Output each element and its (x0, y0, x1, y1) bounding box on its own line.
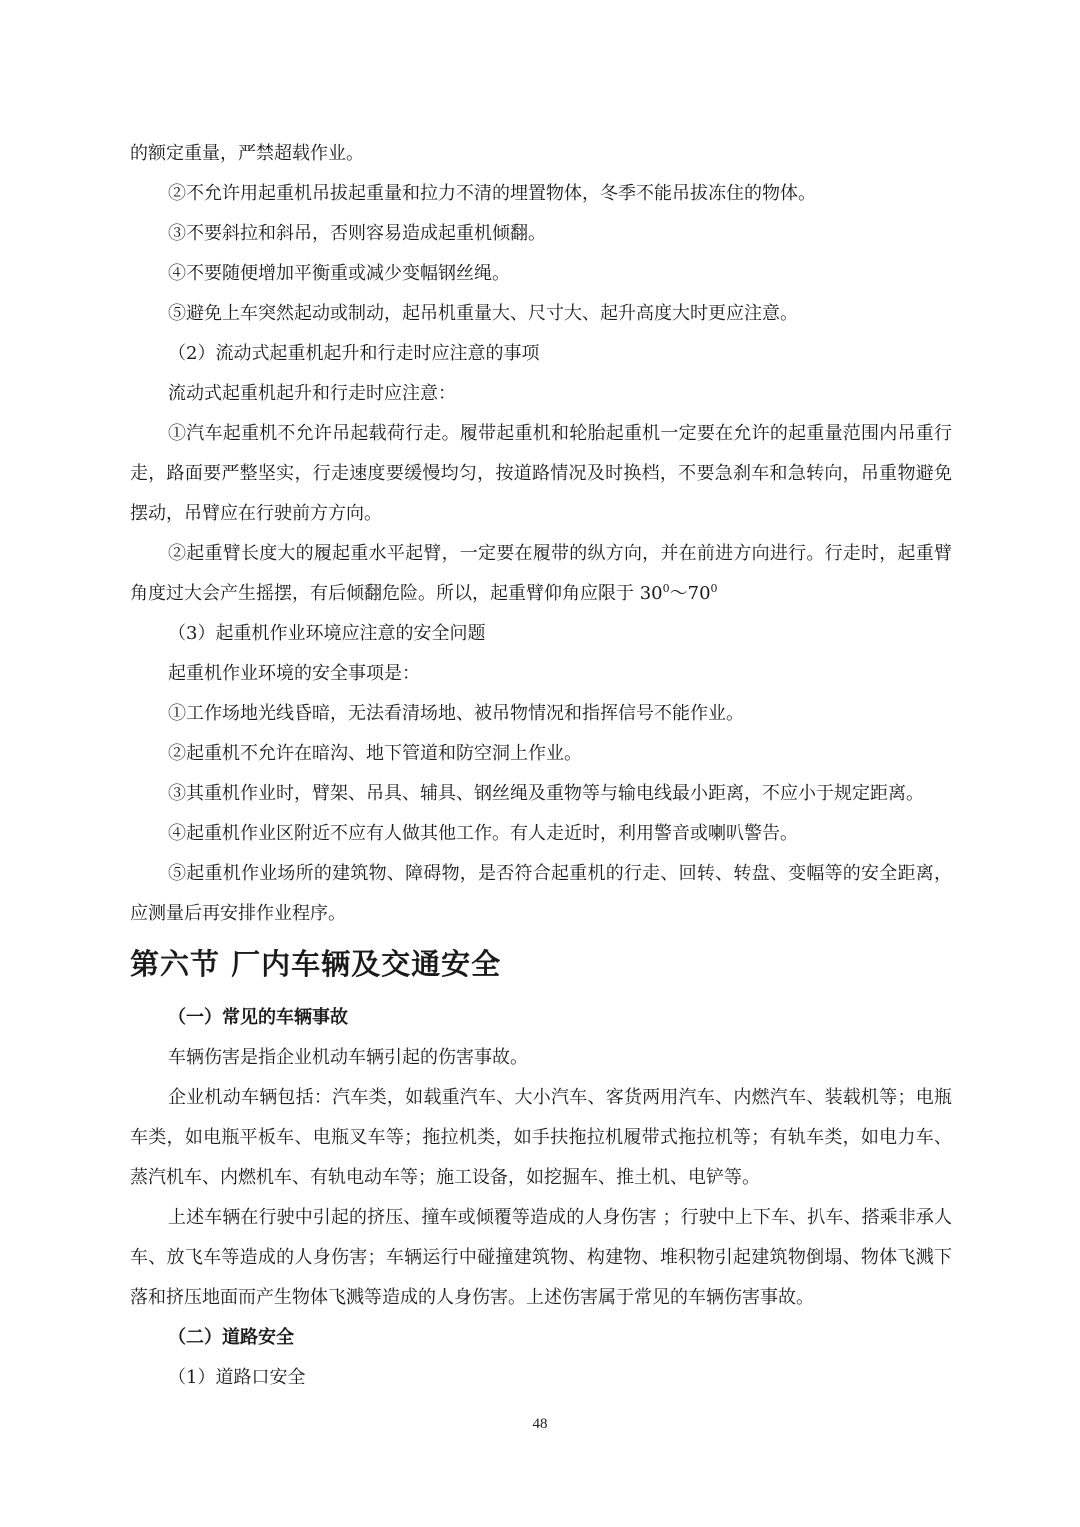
subheading-environment: （3）起重机作业环境应注意的安全问题 (168, 623, 486, 644)
paragraph-item-3: ③不要斜拉和斜吊，否则容易造成起重机倾翻。 (168, 223, 546, 244)
section-title: 第六节 厂内车辆及交通安全 (130, 947, 502, 981)
paragraph-continuation: 的额定重量，严禁超载作业。 (130, 143, 364, 164)
subheading-intersection-safety: （1）道路口安全 (168, 1367, 306, 1388)
paragraph-env-3: ③其重机作业时，臂架、吊具、辅具、钢丝绳及重物等与输电线最小距离，不应小于规定距离。 (168, 783, 924, 804)
boom-angle-text: ②起重臂长度大的履起重水平起臂，一定要在履带的纵方向，并在前进方向进行。行走时，起重臂角度过大会产生摇摆，有后倾翻危险。所以，起重臂仰角应限于 (130, 543, 952, 604)
paragraph-env-2: ②起重机不允许在暗沟、地下管道和防空洞上作业。 (168, 743, 582, 764)
paragraph-intro-mobile-crane: 流动式起重机起升和行走时应注意： (168, 383, 456, 404)
paragraph-item-4: ④不要随便增加平衡重或减少变幅钢丝绳。 (168, 263, 510, 284)
paragraph-env-4: ④起重机作业区附近不应有人做其他工作。有人走近时，利用警音或喇叭警告。 (168, 823, 798, 844)
paragraph-vehicle-definition: 车辆伤害是指企业机动车辆引起的伤害事故。 (168, 1047, 528, 1068)
degree-mark: 0 (710, 582, 718, 595)
angle-max: 70 (687, 583, 711, 604)
subheading-vehicle-accidents: （一）常见的车辆事故 (168, 1007, 348, 1028)
page-content (130, 134, 952, 1398)
paragraph-truck-crane: ①汽车起重机不允许吊起载荷行走。履带起重机和轮胎起重机一定要在允许的起重量范围内吊重行走，路面要严整坚实，行走速度要缓慢均匀，按道路情况及时换档，不要急刹车和急转向，吊重物避免摆动，吊臂应在行驶前方方向。 (130, 423, 952, 524)
subheading-mobile-crane: （2）流动式起重机起升和行走时应注意的事项 (168, 343, 540, 364)
angle-min: 30 (639, 583, 663, 604)
paragraph-intro-environment: 起重机作业环境的安全事项是： (168, 663, 420, 684)
subheading-road-safety: （二）道路安全 (168, 1327, 294, 1348)
paragraph-env-1: ①工作场地光线昏暗，无法看清场地、被吊物情况和指挥信号不能作业。 (168, 703, 744, 724)
angle-separator: ～ (669, 583, 688, 604)
paragraph-item-2: ②不允许用起重机吊拔起重量和拉力不清的埋置物体，冬季不能吊拔冻住的物体。 (168, 183, 816, 204)
page-number: 48 (532, 1416, 548, 1432)
paragraph-vehicle-types: 企业机动车辆包括：汽车类，如载重汽车、大小汽车、客货两用汽车、内燃汽车、装载机等；电瓶车类，如电瓶平板车、电瓶叉车等；拖拉机类，如手扶拖拉机履带式拖拉机等；有轨车类，如电力车、蒸汽机车、内燃机车、有轨电动车等；施工设备，如挖掘车、推土机、电铲等。 (130, 1087, 952, 1188)
paragraph-env-5: ⑤起重机作业场所的建筑物、障碍物，是否符合起重机的行走、回转、转盘、变幅等的安全距离，应测量后再安排作业程序。 (130, 863, 952, 924)
paragraph-item-5: ⑤避免上车突然起动或制动，起吊机重量大、尺寸大、起升高度大时更应注意。 (168, 303, 798, 324)
degree-mark: 0 (662, 582, 670, 595)
paragraph-vehicle-injuries: 上述车辆在行驶中引起的挤压、撞车或倾覆等造成的人身伤害 ；行驶中上下车、扒车、搭乘非承人车、放飞车等造成的人身伤害；车辆运行中碰撞建筑物、构建物、堆积物引起建筑物倒塌、物体飞溅下落和挤压地面而产生物体飞溅等造成的人身伤害。上述伤害属于常见的车辆伤害事故。 (130, 1207, 952, 1308)
paragraph-boom-angle (130, 534, 952, 614)
